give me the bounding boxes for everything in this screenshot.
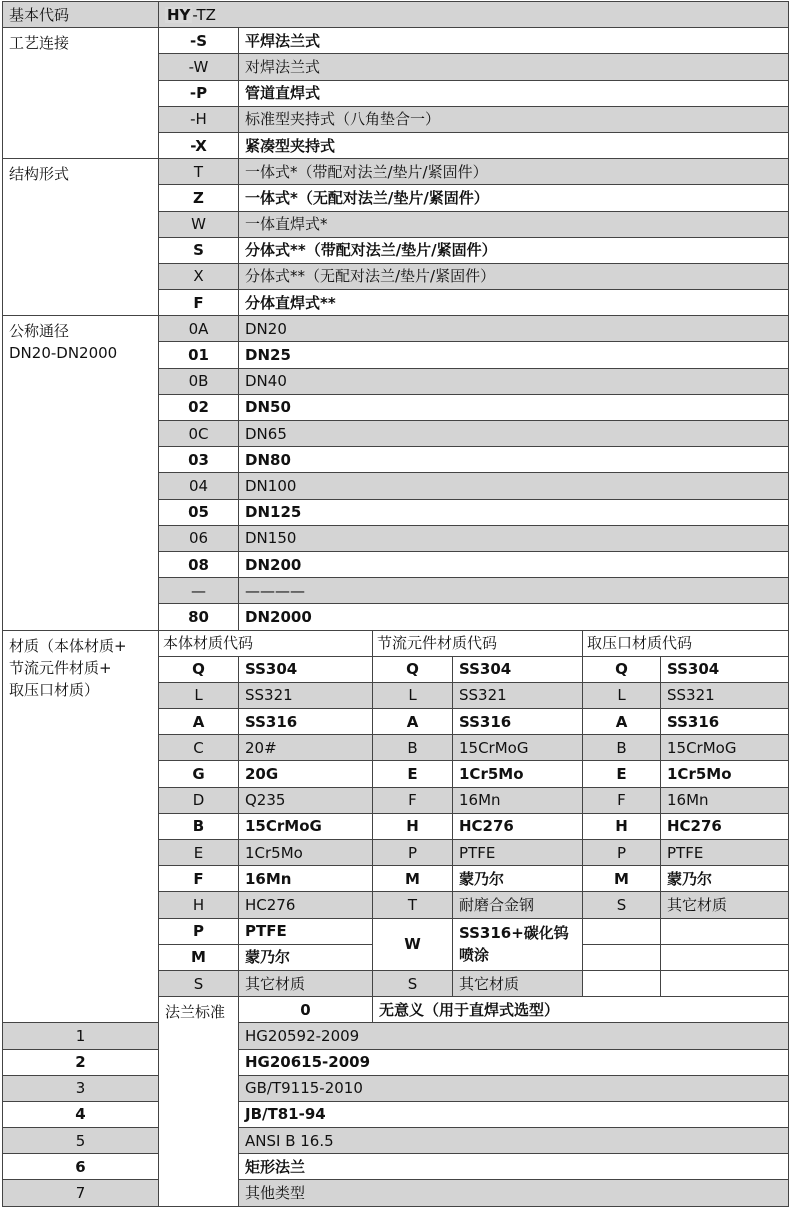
port-code: H bbox=[583, 813, 661, 839]
diameter-desc: DN100 bbox=[239, 473, 789, 499]
structure-code: F bbox=[159, 290, 239, 316]
body-code: Q bbox=[159, 656, 239, 682]
flange-code: 6 bbox=[3, 1154, 159, 1180]
diameter-code: 0B bbox=[159, 368, 239, 394]
port-desc: PTFE bbox=[661, 840, 789, 866]
throttle-code: A bbox=[373, 709, 453, 735]
material-label-line2: 节流元件材质+ bbox=[9, 658, 112, 677]
throttle-desc: SS304 bbox=[453, 656, 583, 682]
throttle-desc: 15CrMoG bbox=[453, 735, 583, 761]
flange-desc: HG20615-2009 bbox=[239, 1049, 789, 1075]
process-desc: 标准型夹持式（八角垫合一） bbox=[239, 106, 789, 132]
structure-code: W bbox=[159, 211, 239, 237]
diameter-code: 0A bbox=[159, 316, 239, 342]
body-code: M bbox=[159, 944, 239, 970]
body-material-header: 本体材质代码 bbox=[159, 630, 373, 656]
diameter-desc: DN150 bbox=[239, 525, 789, 551]
diameter-code: 02 bbox=[159, 394, 239, 420]
throttle-code: F bbox=[373, 787, 453, 813]
port-code: B bbox=[583, 735, 661, 761]
diameter-code: 05 bbox=[159, 499, 239, 525]
port-code: E bbox=[583, 761, 661, 787]
throttle-code: E bbox=[373, 761, 453, 787]
body-code: G bbox=[159, 761, 239, 787]
flange-desc: 矩形法兰 bbox=[239, 1154, 789, 1180]
table-row bbox=[3, 159, 789, 185]
port-code: A bbox=[583, 709, 661, 735]
diameter-desc: DN50 bbox=[239, 394, 789, 420]
body-desc: 蒙乃尔 bbox=[239, 944, 373, 970]
port-desc: 其它材质 bbox=[661, 892, 789, 918]
diameter-label-line2: DN20-DN2000 bbox=[9, 344, 118, 363]
table-row bbox=[3, 1154, 789, 1180]
material-label bbox=[3, 630, 159, 1023]
port-desc-empty bbox=[661, 918, 789, 944]
flange-desc: 其他类型 bbox=[239, 1180, 789, 1206]
table-row bbox=[3, 1075, 789, 1101]
throttle-code: M bbox=[373, 866, 453, 892]
process-code: -P bbox=[159, 80, 239, 106]
body-code: B bbox=[159, 813, 239, 839]
body-desc: SS316 bbox=[239, 709, 373, 735]
port-desc: 1Cr5Mo bbox=[661, 761, 789, 787]
flange-code: 3 bbox=[3, 1075, 159, 1101]
flange-label: 法兰标准 bbox=[159, 997, 239, 1207]
flange-code: 5 bbox=[3, 1128, 159, 1154]
basic-code-value bbox=[159, 2, 789, 28]
port-code: L bbox=[583, 682, 661, 708]
body-desc: SS304 bbox=[239, 656, 373, 682]
code-prefix: HY bbox=[167, 5, 191, 24]
diameter-desc: DN25 bbox=[239, 342, 789, 368]
diameter-code: 80 bbox=[159, 604, 239, 630]
body-code: C bbox=[159, 735, 239, 761]
body-code: E bbox=[159, 840, 239, 866]
diameter-code: 08 bbox=[159, 551, 239, 577]
port-desc-empty bbox=[661, 970, 789, 996]
port-desc: SS321 bbox=[661, 682, 789, 708]
structure-desc: 分体式**（带配对法兰/垫片/紧固件） bbox=[239, 237, 789, 263]
structure-desc: 分体直焊式** bbox=[239, 290, 789, 316]
throttle-code: S bbox=[373, 970, 453, 996]
throttle-desc: 耐磨合金钢 bbox=[453, 892, 583, 918]
flange-desc: HG20592-2009 bbox=[239, 1023, 789, 1049]
table-row bbox=[3, 1180, 789, 1206]
diameter-code: 0C bbox=[159, 421, 239, 447]
body-desc: PTFE bbox=[239, 918, 373, 944]
basic-code-label: 基本代码 bbox=[3, 2, 159, 28]
flange-desc: ANSI B 16.5 bbox=[239, 1128, 789, 1154]
throttle-code: L bbox=[373, 682, 453, 708]
throttle-code: T bbox=[373, 892, 453, 918]
diameter-desc: DN80 bbox=[239, 447, 789, 473]
body-code: D bbox=[159, 787, 239, 813]
body-desc: 20G bbox=[239, 761, 373, 787]
diameter-desc: DN65 bbox=[239, 421, 789, 447]
body-desc: 15CrMoG bbox=[239, 813, 373, 839]
body-code: F bbox=[159, 866, 239, 892]
flange-code: 2 bbox=[3, 1049, 159, 1075]
throttle-desc-line2: 喷涂 bbox=[459, 946, 490, 965]
throttle-desc: SS321 bbox=[453, 682, 583, 708]
throttle-desc: 1Cr5Mo bbox=[453, 761, 583, 787]
body-desc: 1Cr5Mo bbox=[239, 840, 373, 866]
body-desc: SS321 bbox=[239, 682, 373, 708]
diameter-desc: DN125 bbox=[239, 499, 789, 525]
body-code: H bbox=[159, 892, 239, 918]
table-row bbox=[3, 1101, 789, 1127]
process-label: 工艺连接 bbox=[3, 28, 159, 159]
body-desc: 16Mn bbox=[239, 866, 373, 892]
body-desc: 20# bbox=[239, 735, 373, 761]
body-code: P bbox=[159, 918, 239, 944]
port-desc: 15CrMoG bbox=[661, 735, 789, 761]
diameter-code: — bbox=[159, 578, 239, 604]
throttle-desc: 16Mn bbox=[453, 787, 583, 813]
diameter-code: 03 bbox=[159, 447, 239, 473]
process-code: -H bbox=[159, 106, 239, 132]
diameter-desc: DN2000 bbox=[239, 604, 789, 630]
structure-desc: 分体式**（无配对法兰/垫片/紧固件） bbox=[239, 263, 789, 289]
diameter-desc: DN40 bbox=[239, 368, 789, 394]
diameter-code: 04 bbox=[159, 473, 239, 499]
process-desc: 管道直焊式 bbox=[239, 80, 789, 106]
body-desc: 其它材质 bbox=[239, 970, 373, 996]
flange-code: 0 bbox=[239, 997, 373, 1023]
port-code: M bbox=[583, 866, 661, 892]
material-header-row bbox=[3, 630, 789, 656]
throttle-code: B bbox=[373, 735, 453, 761]
flange-desc: 无意义（用于直焊式选型） bbox=[373, 997, 789, 1023]
body-desc: Q235 bbox=[239, 787, 373, 813]
body-code: L bbox=[159, 682, 239, 708]
table-row bbox=[3, 1128, 789, 1154]
diameter-label bbox=[3, 316, 159, 630]
material-label-line1: 材质（本体材质+ bbox=[9, 636, 127, 655]
port-code-empty bbox=[583, 944, 661, 970]
table-row bbox=[3, 316, 789, 342]
table-row bbox=[3, 28, 789, 54]
structure-desc: 一体直焊式* bbox=[239, 211, 789, 237]
flange-desc: JB/T81-94 bbox=[239, 1101, 789, 1127]
port-desc: SS304 bbox=[661, 656, 789, 682]
body-code: S bbox=[159, 970, 239, 996]
structure-label: 结构形式 bbox=[3, 159, 159, 316]
diameter-code: 06 bbox=[159, 525, 239, 551]
process-desc: 紧凑型夹持式 bbox=[239, 132, 789, 158]
diameter-desc: DN200 bbox=[239, 551, 789, 577]
throttle-code: P bbox=[373, 840, 453, 866]
throttle-material-header: 节流元件材质代码 bbox=[373, 630, 583, 656]
structure-desc: 一体式*（无配对法兰/垫片/紧固件） bbox=[239, 185, 789, 211]
port-code: S bbox=[583, 892, 661, 918]
port-desc: 蒙乃尔 bbox=[661, 866, 789, 892]
port-desc-empty bbox=[661, 944, 789, 970]
process-code: -W bbox=[159, 54, 239, 80]
throttle-desc: 其它材质 bbox=[453, 970, 583, 996]
throttle-code: Q bbox=[373, 656, 453, 682]
port-desc: HC276 bbox=[661, 813, 789, 839]
port-code-empty bbox=[583, 970, 661, 996]
port-desc: 16Mn bbox=[661, 787, 789, 813]
throttle-code: H bbox=[373, 813, 453, 839]
port-code: F bbox=[583, 787, 661, 813]
material-label-line3: 取压口材质） bbox=[9, 680, 100, 699]
body-code: A bbox=[159, 709, 239, 735]
header-row bbox=[3, 2, 789, 28]
diameter-desc: ———— bbox=[239, 578, 789, 604]
flange-code: 4 bbox=[3, 1101, 159, 1127]
table-row bbox=[3, 1023, 789, 1049]
structure-code: X bbox=[159, 263, 239, 289]
process-code: -S bbox=[159, 28, 239, 54]
throttle-desc: 蒙乃尔 bbox=[453, 866, 583, 892]
diameter-label-line1: 公称通径 bbox=[9, 322, 70, 341]
throttle-code: W bbox=[373, 918, 453, 970]
table-row bbox=[3, 1049, 789, 1075]
throttle-desc bbox=[453, 918, 583, 970]
diameter-desc: DN20 bbox=[239, 316, 789, 342]
body-desc: HC276 bbox=[239, 892, 373, 918]
process-desc: 平焊法兰式 bbox=[239, 28, 789, 54]
structure-code: S bbox=[159, 237, 239, 263]
structure-code: T bbox=[159, 159, 239, 185]
throttle-desc: SS316 bbox=[453, 709, 583, 735]
structure-code: Z bbox=[159, 185, 239, 211]
port-material-header: 取压口材质代码 bbox=[583, 630, 789, 656]
flange-code: 1 bbox=[3, 1023, 159, 1049]
process-desc: 对焊法兰式 bbox=[239, 54, 789, 80]
port-code: P bbox=[583, 840, 661, 866]
diameter-code: 01 bbox=[159, 342, 239, 368]
flange-code: 7 bbox=[3, 1180, 159, 1206]
structure-desc: 一体式*（带配对法兰/垫片/紧固件） bbox=[239, 159, 789, 185]
throttle-desc: HC276 bbox=[453, 813, 583, 839]
selection-table bbox=[2, 1, 789, 1207]
port-code: Q bbox=[583, 656, 661, 682]
code-suffix: -TZ bbox=[192, 5, 216, 24]
port-desc: SS316 bbox=[661, 709, 789, 735]
throttle-desc-line1: SS316+碳化钨 bbox=[459, 924, 569, 943]
process-code: -X bbox=[159, 132, 239, 158]
flange-desc: GB/T9115-2010 bbox=[239, 1075, 789, 1101]
port-code-empty bbox=[583, 918, 661, 944]
throttle-desc: PTFE bbox=[453, 840, 583, 866]
